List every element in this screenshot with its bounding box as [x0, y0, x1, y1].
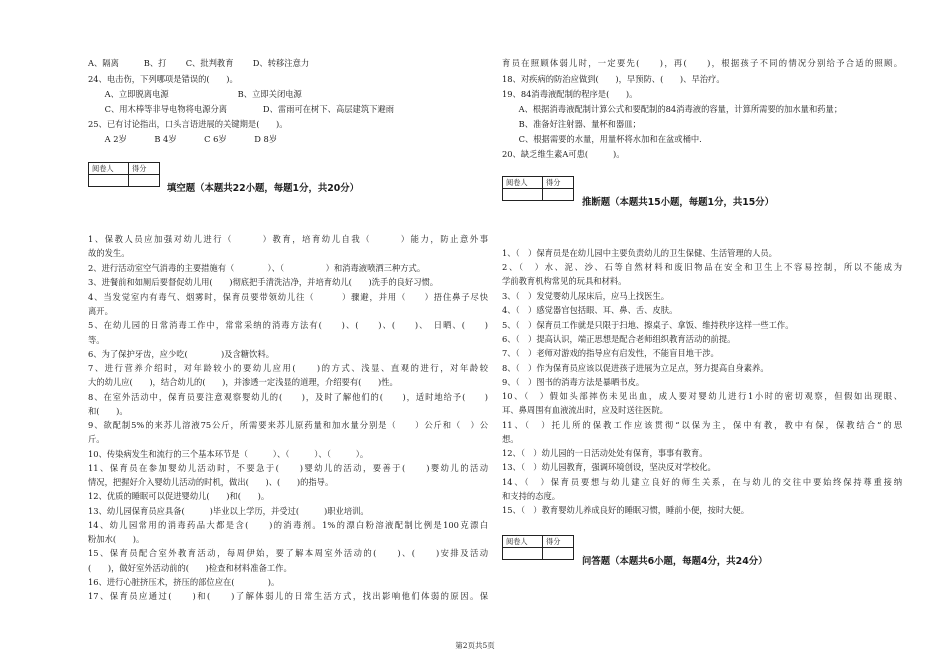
item-line: 4、当发觉室内有毒气、烟雾时，保育员要带领幼儿往（ ）骤避，并用（ ）捂住鼻子尽快	[88, 292, 488, 302]
score-label: 得分	[543, 177, 574, 189]
question-line: 19、84消毒液配制的程序是( )。	[502, 89, 638, 99]
score-box	[502, 176, 574, 201]
item-line: 等。	[88, 335, 105, 345]
section-title-judgment: 推断题（本题共15小题，每题1分，共15分）	[582, 197, 774, 208]
item-line: 耳、鼻周围有血液流出时，应及时送往医院。	[502, 405, 668, 415]
reviewer-cell	[503, 189, 543, 201]
item-line: 3、（ ）发觉婴幼儿尿床后，应马上找医生。	[502, 291, 670, 301]
question-line: 18、对疾病的防治应做到( )，早预防、( )、早治疗。	[502, 74, 725, 84]
item-line: 2、进行活动室空气消毒的主要措施有（ ）、（ ）和消毒液喷洒三种方式。	[88, 263, 426, 273]
item-line: 17、保育员应通过( )和( )了解体弱儿的日常生活方式，找出影响他们体弱的原因。保	[88, 591, 488, 601]
question-line: A、隔离 B、打 C、批判教育 D、转移注意力	[88, 58, 310, 68]
item-line: 8、在室外活动中，保育员要注意观察婴幼儿的( )，及时了解他们的( )，适时地给予( )	[88, 392, 488, 402]
item-line: 大的幼儿应( )，结合幼儿的( )，并渗透一定浅显的道理，介绍要有( )性。	[88, 377, 398, 387]
item-line: 13、幼儿园保育员应具备( )毕业以上学历，并受过( )职业培训。	[88, 506, 369, 516]
item-line: 4、（ ）感觉器官包括眼、耳、鼻、舌、皮肤。	[502, 305, 678, 315]
item-line: 故的发生。	[88, 248, 130, 258]
item-line: 学前教育机构常见的玩具和材料。	[502, 276, 627, 286]
score-cell	[129, 175, 160, 187]
item-line: 斤。	[88, 434, 105, 444]
question-line: C、根据需要的水量，用量杯将水加和在盆或桶中.	[502, 134, 702, 144]
item-line: 和支持的态度。	[502, 491, 561, 501]
item-line: 14、幼儿园常用的消毒药品大都是含( )的消毒剂。1%的漂白粉溶液配制比例是100克漂白	[88, 520, 488, 530]
section-title-qa: 问答题（本题共6小题，每题4分，共24分）	[582, 556, 768, 567]
item-line: 12、（ ）幼儿园的一日活动处处有保育，事事有教育。	[502, 448, 708, 458]
item-line: ( )，做好室外活动前的( )检查和材料准备工作。	[88, 563, 292, 573]
item-line: 5、（ ）保育员工作就是只限于扫地、擦桌子、拿饭、维持秩序这样一些工作。	[502, 320, 794, 330]
item-line: 16、进行心脏挤压术，挤压的部位应在( )。	[88, 577, 280, 587]
item-line: 情况，把握好介入婴幼儿活动的时机，做出( )、( )的指导。	[88, 477, 334, 487]
score-cell	[543, 548, 574, 560]
score-label: 得分	[543, 536, 574, 548]
item-line: 10、传染病发生和流行的三个基本环节是（ ）、（ ）、（ ）。	[88, 449, 369, 459]
item-line: 7、进行营养介绍时，对年龄较小的要幼儿应用( )的方式、浅显、直观的进行，对年龄较	[88, 363, 488, 373]
question-line: 育员在照顾体弱儿时，一定要先( )，再( )，根据孩子不同的情况分别给予合适的照顾。	[502, 58, 902, 68]
reviewer-label: 阅卷人	[89, 163, 129, 175]
reviewer-cell	[89, 175, 129, 187]
page-number: 第2页共5页	[455, 641, 495, 650]
section-title-fill-blank: 填空题（本题共22小题，每题1分，共20分）	[167, 183, 359, 194]
item-line: 15、（ ）教育婴幼儿养成良好的睡眠习惯，睡前小便，按时大便。	[502, 505, 750, 515]
item-line: 11、保育员在参加婴幼儿活动时，不要急于( )婴幼儿的活动，要善于( )婴幼儿的活动	[88, 463, 488, 473]
score-cell	[543, 189, 574, 201]
reviewer-cell	[503, 548, 543, 560]
question-line: 24、电击伤，下列哪项是错误的( )。	[88, 74, 238, 84]
question-line: C、用木棒等非导电物将电源分离 D、雷雨可在树下、高层建筑下避雨	[88, 104, 395, 114]
score-box	[502, 535, 574, 560]
item-line: 1、保教人员应加强对幼儿进行（ ）教育，培育幼儿自我（ ）能力，防止意外事	[88, 234, 488, 244]
question-line: A 2岁 B 4岁 C 6岁 D 8岁	[88, 134, 278, 144]
item-line: 6、为了保护牙齿，应少吃( )及含糖饮料。	[88, 349, 274, 359]
item-line: 5、在幼儿园的日常消毒工作中，常常采纳的消毒方法有( )、( )、( )、 日晒、( )	[88, 320, 488, 330]
item-line: 和( )。	[88, 406, 128, 416]
item-line: 9、（ ）图书的消毒方法是暴晒书皮。	[502, 377, 645, 387]
item-line: 10、（ ）假如头部摔伤未见出血，成人要对婴幼儿进行1小时的密切观察，但假如出现眼、	[502, 391, 902, 401]
item-line: 12、优质的睡眠可以促进婴幼儿( )和( )。	[88, 491, 270, 501]
question-line: A、立即脱离电源 B、立即关闭电源	[88, 89, 302, 99]
reviewer-label: 阅卷人	[503, 177, 543, 189]
question-line: 25、已有讨论指出，口头言语进展的关键期是( )。	[88, 119, 288, 129]
question-line: B、准备好注射器、量杯和器皿；	[502, 119, 641, 129]
item-line: 14、（ ）保育员要想与幼儿建立良好的师生关系，在与幼儿的交往中要始终保持尊重接纳	[502, 477, 902, 487]
question-line: A、根据消毒液配制计算公式和要配制的84消毒液的容量，计算所需要的加水量和药量；	[502, 104, 843, 114]
reviewer-label: 阅卷人	[503, 536, 543, 548]
item-line: 7、（ ）老师对游戏的指导应有启发性，不能盲目地干涉。	[502, 348, 719, 358]
item-line: 2、（ ）水、泥、沙、石等自然材料和废旧物品在安全和卫生上不容易控制，所以不能成为	[502, 262, 902, 272]
item-line: 离开。	[88, 306, 113, 316]
item-line: 1、（ ）保育员是在幼儿园中主要负责幼儿的卫生保健、生活管理的人员。	[502, 248, 777, 258]
item-line: 11、（ ）托儿所的保教工作应该贯彻“以保为主，保中有教，教中有保，保教结合”的思	[502, 420, 902, 430]
item-line: 9、欲配制5%的来苏儿溶液75公斤，所需要来苏儿原药量和加水量分别是（ ）公斤和（ ）公	[88, 420, 488, 430]
score-label: 得分	[129, 163, 160, 175]
item-line: 8、（ ）作为保育员应该以促进孩子进展为立足点，努力提高自身素养。	[502, 363, 769, 373]
item-line: 13、（ ）幼儿园教育，强调环境创设，坚决反对学校化。	[502, 462, 716, 472]
item-line: 粉加水( )。	[88, 534, 145, 544]
item-line: 6、（ ）提高认识，端正思想是配合老师组织教育活动的前提。	[502, 334, 736, 344]
item-line: 3、进餐前和如厕后要督促幼儿用( )彻底把手清洗洁净，并培育幼儿( )洗手的良好习惯。	[88, 277, 439, 287]
item-line: 15、保育员配合室外教育活动，每周伊始，要了解本周室外活动的( )、( )安排及活动	[88, 548, 488, 558]
question-line: 20、缺乏维生素A可患( )。	[502, 149, 625, 159]
item-line: 想。	[502, 434, 519, 444]
score-box	[88, 162, 160, 187]
